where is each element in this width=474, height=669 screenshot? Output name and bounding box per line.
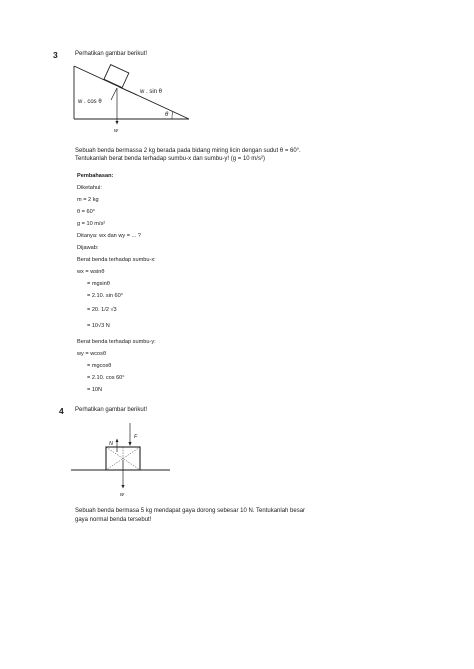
given-mass: m = 2 kg xyxy=(77,197,99,203)
label-w-2: w xyxy=(120,492,124,498)
label-N: N xyxy=(109,441,113,447)
x-line-3: = 2.10. sin 60° xyxy=(87,293,123,299)
x-line-5: = 10√3 N xyxy=(87,323,110,329)
question-3-text-line-2: Tentukanlah berat benda terhadap sumbu-x dan sumbu-y! (g = 10 m/s²) xyxy=(75,156,265,162)
given-angle: θ = 60° xyxy=(77,209,95,215)
question-4-text-line-2: gaya normal benda tersebut! xyxy=(75,517,152,523)
label-F: F xyxy=(134,434,138,440)
question-3-number: 3 xyxy=(53,50,58,60)
force-arrow-head xyxy=(128,442,131,446)
question-4-text-line-1: Sebuah benda bermasa 5 kg mendapat gaya dorong sebesar 10 N. Tentukanlah besar xyxy=(75,508,306,514)
normal-arrow-head xyxy=(116,439,119,443)
label-w-sin: w . sin θ xyxy=(140,89,163,95)
solution-heading: Pembahasan: xyxy=(77,173,114,179)
x-line-4: = 20. 1/2 √3 xyxy=(87,307,117,313)
y-heading: Berat benda terhadap sumbu-y: xyxy=(77,339,156,345)
y-line-2: = mgcosθ xyxy=(87,363,112,369)
weight-arrow-head-2 xyxy=(121,485,124,489)
question-3-prompt: Perhatikan gambar berikut! xyxy=(75,51,148,57)
label-theta: θ xyxy=(165,112,169,118)
x-line-2: = mgsinθ xyxy=(87,281,110,287)
asked: Ditanya: wx dan wy = ... ? xyxy=(77,233,141,239)
label-w-cos: w . cos θ xyxy=(78,99,102,105)
answer-label: Dijawab: xyxy=(77,245,99,251)
x-line-1: wx = wsinθ xyxy=(77,269,105,275)
given-gravity: g = 10 m/s² xyxy=(77,221,106,227)
y-line-3: = 2.10. cos 60° xyxy=(87,375,125,381)
question-3-text-line-1: Sebuah benda bermassa 2 kg berada pada bidang miring licin dengan sudut θ = 60°. xyxy=(75,148,301,154)
label-w: w xyxy=(114,128,118,134)
question-4-number: 4 xyxy=(59,406,64,416)
x-heading: Berat benda terhadap sumbu-x: xyxy=(77,257,156,263)
given-label: Diketahui: xyxy=(77,185,102,191)
question-4-prompt: Perhatikan gambar berikut! xyxy=(75,407,148,413)
y-line-4: = 10N xyxy=(87,387,103,393)
y-line-1: wy = wcosθ xyxy=(77,351,107,357)
